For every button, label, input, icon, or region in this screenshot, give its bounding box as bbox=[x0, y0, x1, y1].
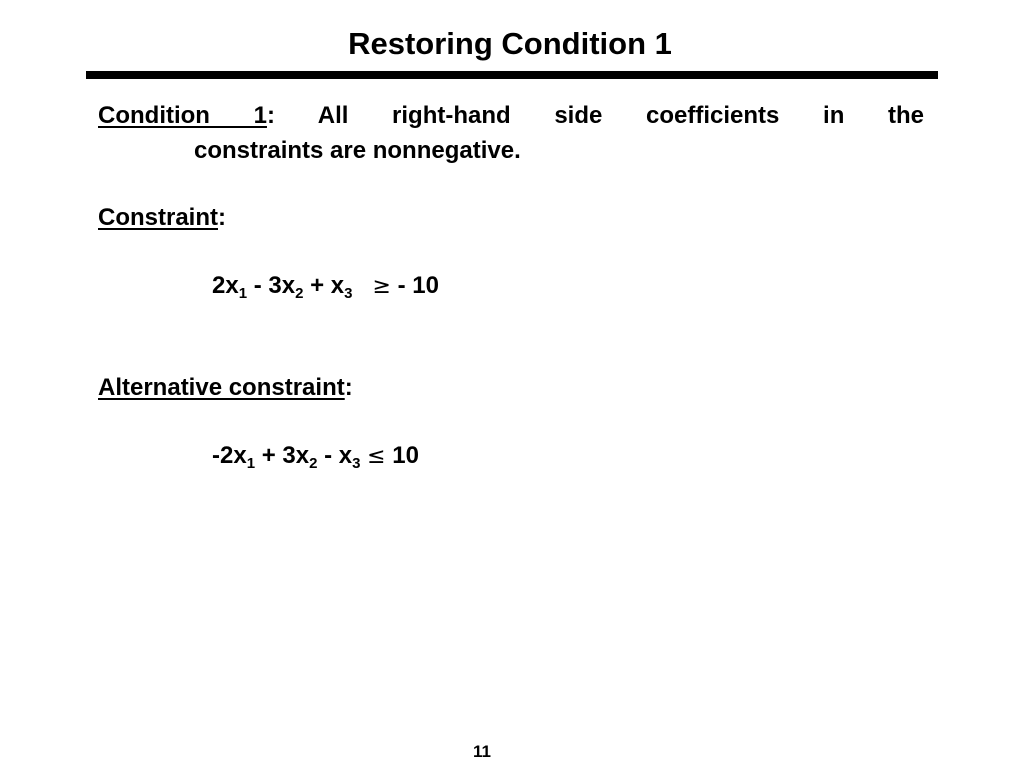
alternative-equation bbox=[212, 440, 419, 473]
title-divider bbox=[86, 71, 938, 79]
alternative-heading-label: Alternative constraint bbox=[98, 374, 345, 401]
page-number: 11 bbox=[473, 742, 491, 761]
constraint-term-3: + x bbox=[303, 272, 345, 299]
constraint-subscript-2: 2 bbox=[295, 285, 304, 302]
alternative-term-3: - x bbox=[317, 442, 353, 469]
condition-label: Condition 1 bbox=[98, 102, 267, 129]
slide-title: Restoring Condition 1 bbox=[348, 26, 672, 61]
alternative-rhs: 10 bbox=[385, 442, 419, 469]
alternative-heading-colon: : bbox=[344, 374, 353, 401]
alternative-subscript-3: 3 bbox=[352, 455, 361, 472]
condition-colon: : bbox=[266, 102, 275, 129]
condition-text-line-1: All right-hand side coefficients in the bbox=[317, 102, 925, 129]
constraint-rhs: - 10 bbox=[390, 272, 439, 299]
constraint-term-2: - 3x bbox=[247, 272, 296, 299]
constraint-term-1: 2x bbox=[212, 272, 239, 299]
constraint-relation: ≥ bbox=[372, 274, 391, 299]
alternative-subscript-1: 1 bbox=[246, 455, 256, 472]
constraint-subscript-3: 3 bbox=[344, 285, 353, 302]
constraint-heading bbox=[98, 202, 226, 234]
alternative-term-1: -2x bbox=[212, 442, 247, 469]
constraint-heading-label: Constraint bbox=[98, 204, 218, 231]
alternative-heading bbox=[98, 372, 353, 404]
constraint-equation bbox=[212, 270, 439, 303]
condition-text-line-2: constraints are nonnegative. bbox=[194, 137, 521, 164]
constraint-subscript-1: 1 bbox=[238, 285, 248, 302]
condition-line-1 bbox=[98, 98, 924, 133]
condition-block bbox=[98, 98, 924, 168]
alternative-subscript-2: 2 bbox=[309, 455, 318, 472]
alternative-relation: ≤ bbox=[367, 444, 386, 469]
constraint-heading-colon: : bbox=[218, 204, 226, 231]
alternative-term-2: + 3x bbox=[255, 442, 310, 469]
